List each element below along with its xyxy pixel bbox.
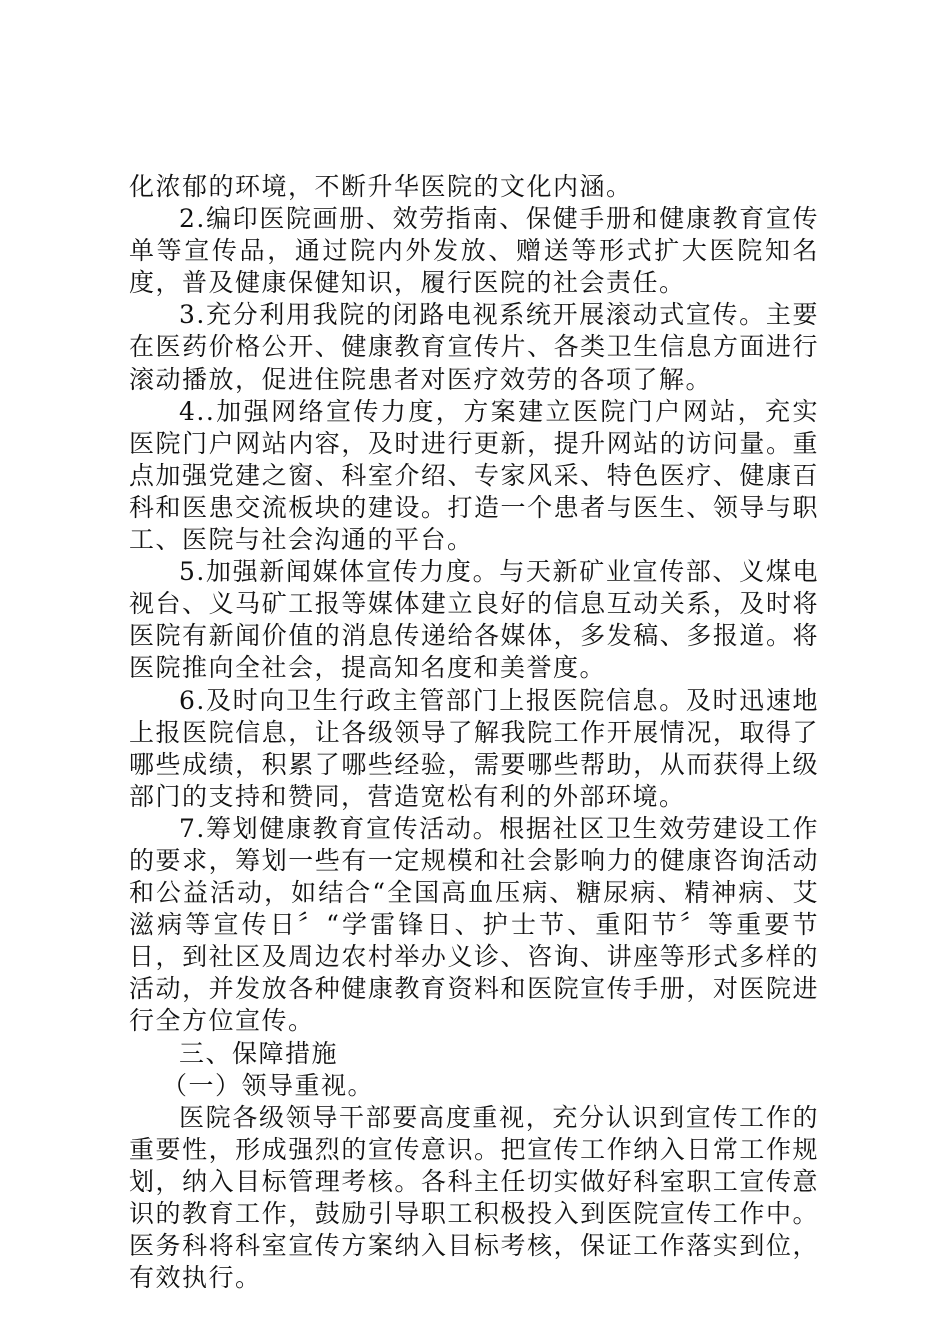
paragraph-item-5: 5.加强新闻媒体宣传力度。与天新矿业宣传部、义煤电视台、义马矿工报等媒体建立良好的信息互动关系，及时将医院有新闻价值的消息传递给各媒体，多发稿、多报道。将医院推向全社会，提高知名度和美誉度。 [129, 557, 819, 683]
paragraph-item-4: 4..加强网络宣传力度，方案建立医院门户网站，充实医院门户网站内容，及时进行更新，提升网站的访问量。重点加强党建之窗、科室介绍、专家风采、特色医疗、健康百科和医患交流板块的建设。打造一个患者与医生、领导与职工、医院与社会沟通的平台。 [129, 396, 819, 555]
document-body [129, 171, 819, 1294]
subheading-leadership: （一）领导重视。 [162, 1070, 375, 1100]
paragraph-item-2: 2.编印医院画册、效劳指南、保健手册和健康教育宣传单等宣传品，通过院内外发放、赠送等形式扩大医院知名度，普及健康保健知识，履行医院的社会责任。 [129, 204, 819, 298]
paragraph-culture-ending: 化浓郁的环境，不断升华医院的文化内涵。 [129, 172, 633, 201]
paragraph-item-6: 6.及时向卫生行政主管部门上报医院信息。及时迅速地上报医院信息，让各级领导了解我院工作开展情况，取得了哪些成绩，积累了哪些经验，需要哪些帮助，从而获得上级部门的支持和赞同，营造宽松有利的外部环境。 [129, 685, 819, 811]
section-heading-safeguards: 三、保障措施 [179, 1038, 339, 1068]
paragraph-leadership: 医院各级领导干部要高度重视，充分认识到宣传工作的重要性，形成强烈的宣传意识。把宣传工作纳入日常工作规划，纳入目标管理考核。各科主任切实做好科室职工宣传意识的教育工作，鼓励引导职工积极投入到医院宣传工作中。医务科将科室宣传方案纳入目标考核，保证工作落实到位，有效执行。 [129, 1102, 819, 1293]
paragraph-item-3: 3.充分利用我院的闭路电视系统开展滚动式宣传。主要在医药价格公开、健康教育宣传片、各类卫生信息方面进行滚动播放，促进住院患者对医疗效劳的各项了解。 [129, 300, 819, 394]
paragraph-item-7: 7.筹划健康教育宣传活动。根据社区卫生效劳建设工作的要求，筹划一些有一定规模和社会影响力的健康咨询活动和公益活动，如结合“全国高血压病、糖尿病、精神病、艾滋病等宣传日〞“学雷锋日、护士节、重阳节〞等重要节日，到社区及周边农村举办义诊、咨询、讲座等形式多样的活动，并发放各种健康教育资料和医院宣传手册，对医院进行全方位宣传。 [129, 813, 819, 1036]
